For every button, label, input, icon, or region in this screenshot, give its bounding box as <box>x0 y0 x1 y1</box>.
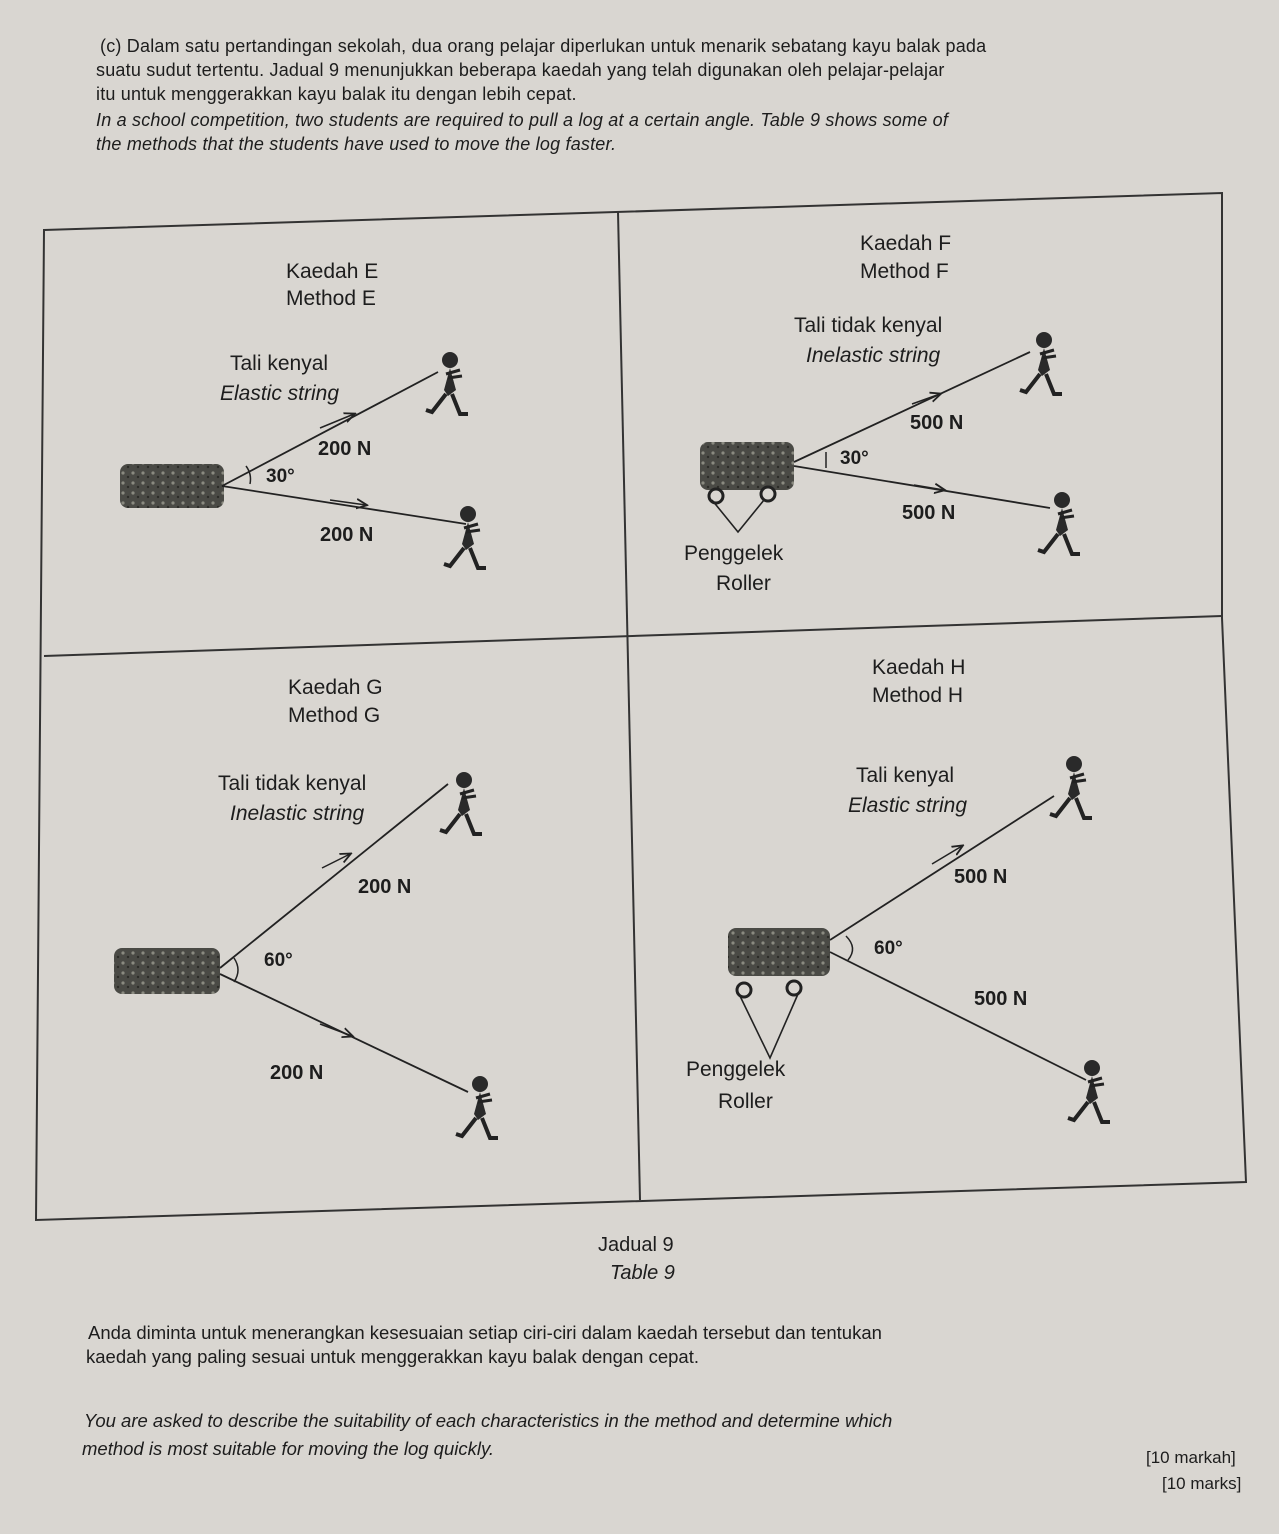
method-e-force-upper: 200 N <box>318 438 372 460</box>
method-e-title-ms: Kaedah E <box>286 260 379 283</box>
log-f <box>700 442 794 490</box>
method-h-string-ms: Tali kenyal <box>856 764 955 787</box>
question-en-line-1: You are asked to describe the suitability of each characteristics in the method and determine which <box>84 1410 893 1431</box>
method-g-title-ms: Kaedah G <box>288 676 383 699</box>
method-f-string-ms: Tali tidak kenyal <box>794 314 943 337</box>
table-caption-ms: Jadual 9 <box>598 1234 674 1256</box>
log-g <box>114 948 220 994</box>
method-f-roller-en: Roller <box>716 572 771 595</box>
question-ms-line-1: Anda diminta untuk menerangkan kesesuaian setiap ciri-ciri dalam kaedah tersebut dan tentukan <box>88 1322 882 1343</box>
method-h-angle: 60° <box>874 938 903 959</box>
method-f-force-upper: 500 N <box>910 412 964 434</box>
method-f-string-en: Inelastic string <box>806 344 941 367</box>
question-en-line-2: method is most suitable for moving the log quickly. <box>82 1438 494 1459</box>
table-caption-en: Table 9 <box>610 1262 675 1284</box>
roller-f-pointer <box>712 500 764 532</box>
method-g-angle: 60° <box>264 950 293 971</box>
student-h-upper <box>1050 756 1092 818</box>
method-g-force-upper: 200 N <box>358 876 412 898</box>
method-g-string-en: Inelastic string <box>230 802 365 825</box>
method-e-angle: 30° <box>266 466 295 487</box>
method-f-force-lower: 500 N <box>902 502 956 524</box>
student-g-lower <box>456 1076 498 1138</box>
marks-en: [10 marks] <box>1162 1474 1242 1493</box>
question-ms-line-2: kaedah yang paling sesuai untuk menggerakkan kayu balak dengan cepat. <box>86 1346 699 1367</box>
method-g-force-lower: 200 N <box>270 1062 324 1084</box>
student-e-upper <box>426 352 468 414</box>
method-h-roller-en: Roller <box>718 1090 773 1113</box>
rope-e-lower <box>222 486 466 524</box>
table-frame <box>36 193 1246 1220</box>
intro-ms-line-3: itu untuk menggerakkan kayu balak itu dengan lebih cepat. <box>96 84 577 104</box>
method-e-title-en: Method E <box>286 287 376 310</box>
log-e <box>120 464 224 508</box>
method-g-string-ms: Tali tidak kenyal <box>218 772 367 795</box>
rope-h-lower <box>830 952 1086 1080</box>
student-f-upper <box>1020 332 1062 394</box>
roller-h-pointer <box>740 994 798 1058</box>
log-h <box>728 928 830 976</box>
marks-ms: [10 markah] <box>1146 1448 1236 1467</box>
method-h-string-en: Elastic string <box>848 794 968 817</box>
method-h-title-ms: Kaedah H <box>872 656 966 679</box>
student-h-lower <box>1068 1060 1110 1122</box>
student-e-lower <box>444 506 486 568</box>
student-g-upper <box>440 772 482 834</box>
student-f-lower <box>1038 492 1080 554</box>
method-e-force-lower: 200 N <box>320 524 374 546</box>
method-g-title-en: Method G <box>288 704 381 727</box>
method-h-title-en: Method H <box>872 684 964 707</box>
method-f-angle: 30° <box>840 448 869 469</box>
rope-f-upper <box>794 352 1030 462</box>
method-h-force-lower: 500 N <box>974 988 1028 1010</box>
method-h-roller-ms: Penggelek <box>686 1058 786 1081</box>
method-f-title-ms: Kaedah F <box>860 232 952 255</box>
intro-ms-line-2: suatu sudut tertentu. Jadual 9 menunjukkan beberapa kaedah yang telah digunakan oleh pelajar-pelajar <box>96 60 945 80</box>
method-h-force-upper: 500 N <box>954 866 1008 888</box>
method-f-title-en: Method F <box>860 260 949 283</box>
intro-en-line-2: the methods that the students have used to move the log faster. <box>96 134 617 154</box>
method-e-string-ms: Tali kenyal <box>230 352 329 375</box>
intro-ms-line-1: (c) Dalam satu pertandingan sekolah, dua orang pelajar diperlukan untuk menarik sebatang kayu balak pada <box>100 36 987 56</box>
method-f-roller-ms: Penggelek <box>684 542 784 565</box>
method-e-string-en: Elastic string <box>220 382 340 405</box>
intro-en-line-1: In a school competition, two students are required to pull a log at a certain angle. Table 9 shows some of <box>96 110 949 130</box>
